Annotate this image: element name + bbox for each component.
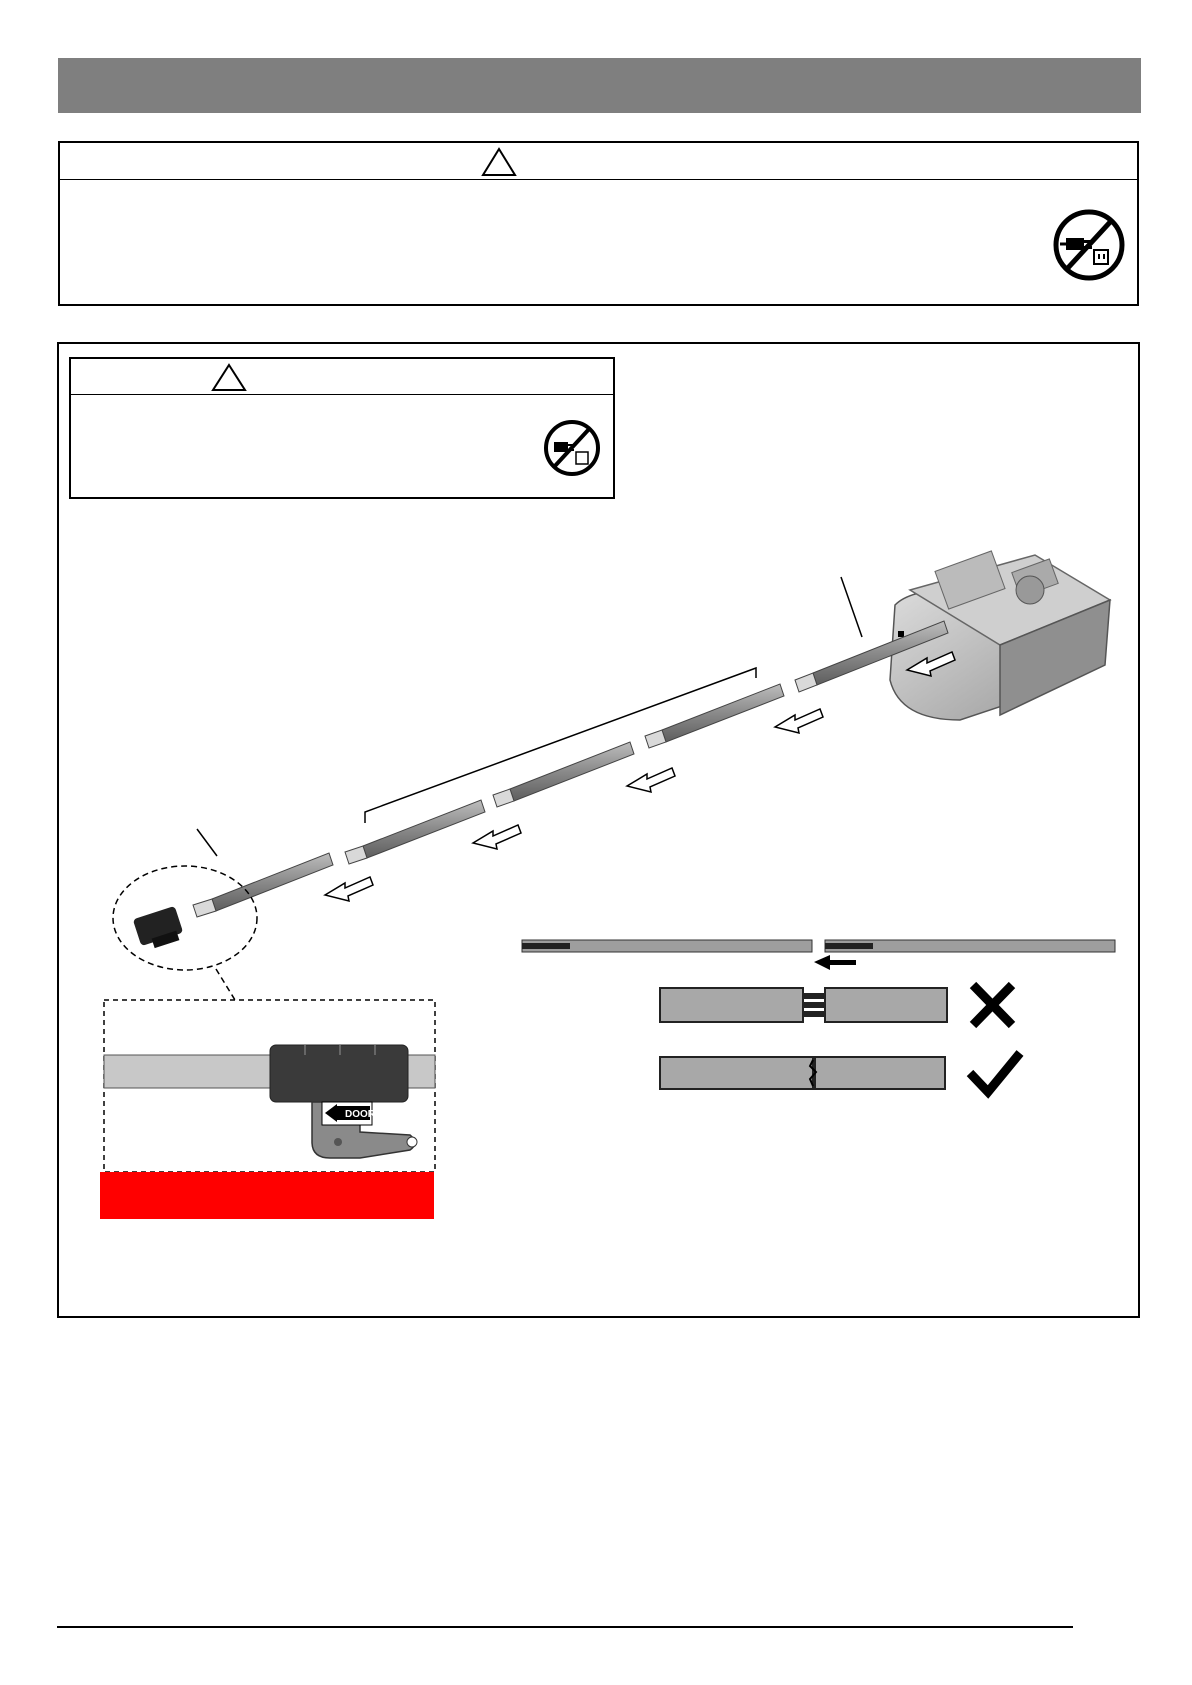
rail-piece-4 (345, 800, 485, 864)
footer-rule (57, 1626, 1073, 1628)
slide-arrow-icon (775, 709, 823, 733)
slide-arrow-icon (325, 877, 373, 901)
red-banner (100, 1172, 434, 1219)
slide-arrow-icon (627, 768, 675, 792)
rail-piece-5 (193, 853, 333, 917)
joint-detail-rails (522, 940, 1115, 952)
cross-icon (973, 985, 1012, 1025)
rail-piece-2 (645, 684, 784, 748)
middle-rails-bracket (365, 668, 756, 823)
carriage-detail-illustration (104, 1045, 435, 1158)
leader-line-front-rail (197, 829, 217, 856)
carriage-callout-leader (216, 969, 235, 1000)
insert-arrow-icon (814, 955, 856, 970)
joint-correct (660, 1057, 945, 1089)
rail-piece-3 (493, 742, 634, 807)
leader-line-motor-rail (841, 577, 862, 637)
slide-arrow-icon (473, 825, 521, 849)
carriage-callout-circle (113, 866, 257, 970)
door-label: DOOR (345, 1109, 375, 1120)
joint-incorrect (660, 988, 947, 1022)
carriage-part (133, 906, 183, 948)
check-icon (970, 1053, 1020, 1092)
